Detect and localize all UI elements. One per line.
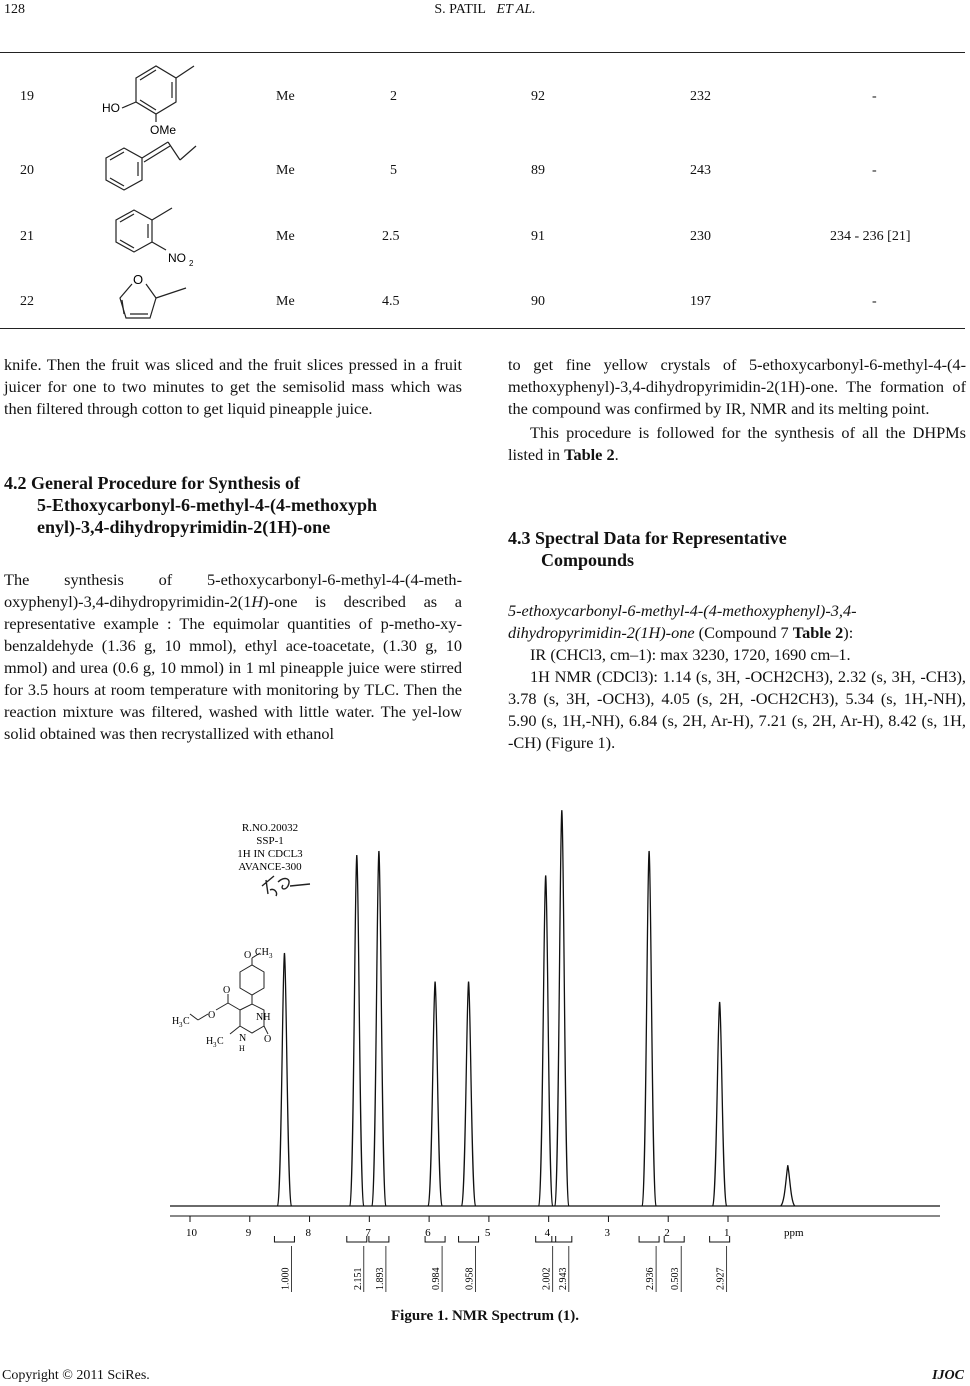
struct-label: N <box>239 1033 247 1044</box>
integral-labels <box>274 1236 729 1292</box>
integral-value: 0.503 <box>670 1267 682 1290</box>
cell-yield: 92 <box>531 89 545 104</box>
x-tick-label: 3 <box>604 1227 610 1239</box>
structure-21-icon <box>98 202 208 270</box>
info-line: AVANCE-300 <box>238 861 302 873</box>
left-para-2 <box>4 569 462 745</box>
struct-label: O <box>264 1034 272 1045</box>
running-header-etal: ET AL. <box>496 2 536 17</box>
struct-label: H <box>206 1036 214 1047</box>
struct-label: 3 <box>213 1041 217 1049</box>
structure-label: 2 <box>189 259 194 268</box>
ir-data: IR (CHCl3, cm–1): max 3230, 1720, 1690 cm–1. <box>530 645 851 664</box>
spectrum-peak <box>428 982 442 1206</box>
cell-time: 2 <box>390 89 397 104</box>
cell-mp-found: 230 <box>690 229 711 244</box>
struct-label: C <box>217 1036 224 1047</box>
cell-mp-found: 243 <box>690 163 711 178</box>
struct-label: H <box>172 1016 180 1027</box>
integral-value: 2.002 <box>541 1267 553 1290</box>
structure-label: HO <box>102 101 120 115</box>
x-tick-label: 4 <box>544 1227 551 1239</box>
running-header <box>0 2 970 18</box>
struct-label: CH <box>255 947 269 958</box>
left-para-2-h: H <box>251 592 264 611</box>
struct-label: O <box>223 985 231 996</box>
x-tick-label: 10 <box>186 1227 197 1239</box>
structure-label: O <box>133 272 144 287</box>
nmr-spectrum-figure <box>150 790 970 1305</box>
right-para-3 <box>508 600 966 754</box>
integral-value: 0.958 <box>464 1267 476 1290</box>
page-number: 128 <box>4 2 25 17</box>
cell-mp-reported: 234 - 236 [21] <box>830 229 911 244</box>
integral-bracket <box>369 1236 389 1242</box>
heading-line: 4.3 Spectral Data for Representative <box>508 528 787 548</box>
spectrum-peak <box>350 855 364 1206</box>
struct-label: O <box>208 1010 216 1021</box>
spectrum-peaks <box>277 810 794 1206</box>
section-heading-4-3 <box>508 527 968 571</box>
cell-entry: 22 <box>20 294 34 309</box>
x-tick-label: 5 <box>484 1227 491 1239</box>
struct-label: O <box>244 950 252 961</box>
signature-icon <box>262 876 310 896</box>
integral-value: 2.151 <box>352 1267 364 1290</box>
right-para-1-text: to get fine yellow crystals of 5-ethoxycarbonyl-6-methyl-4-(4-methoxyphenyl)-3,4-dihydropyrimidin-2(1H)-one. The formation of the compound was confirmed by IR, NMR and its melting point. <box>508 355 966 418</box>
spectrum-peak <box>781 1165 795 1206</box>
cell-mp-found: 197 <box>690 294 711 309</box>
x-axis-unit: ppm <box>784 1227 804 1239</box>
integral-bracket <box>639 1236 659 1242</box>
cell-time: 2.5 <box>382 229 400 244</box>
cell-yield: 89 <box>531 163 545 178</box>
x-tick-label: 1 <box>724 1227 730 1239</box>
x-tick-label: 6 <box>425 1227 431 1239</box>
right-para-2-end: . <box>614 445 619 464</box>
structure-22-icon <box>98 268 208 324</box>
spectrum-peak <box>555 810 569 1206</box>
structure-label: OMe <box>150 123 177 137</box>
cell-r: Me <box>276 294 295 309</box>
heading-line: Compounds <box>541 550 635 570</box>
integral-bracket <box>274 1236 294 1242</box>
spectrum-peak <box>372 851 386 1206</box>
x-tick-label: 9 <box>245 1227 252 1239</box>
left-para-1-text: knife. Then the fruit was sliced and the fruit slices pressed in a fruit juicer for one to two minutes to get the semisolid mass which was then filtered through cotton to get liquid pineapple juice. <box>4 355 462 418</box>
integral-value: 2.943 <box>557 1267 569 1290</box>
cell-entry: 20 <box>20 163 34 178</box>
left-para-1 <box>4 354 462 420</box>
spectrum-info <box>237 822 310 896</box>
spectrum-peak <box>642 851 656 1206</box>
left-para-2-a: The synthesis of 5-ethoxycarbonyl-6-methyl-4-(4-meth-oxyphenyl)-3,4-dihydropyrimidin-2(1 <box>4 570 462 611</box>
cell-mp-reported: - <box>872 163 877 178</box>
integral-bracket <box>552 1236 572 1242</box>
x-tick-label: 8 <box>305 1227 312 1239</box>
integral-value: 2.936 <box>645 1267 657 1290</box>
struct-label: 3 <box>269 952 273 960</box>
integral-value: 1.000 <box>280 1267 292 1290</box>
integral-value: 1.893 <box>374 1267 386 1290</box>
compound-ref-pre: (Compound 7 <box>694 623 793 642</box>
cell-r: Me <box>276 229 295 244</box>
cell-yield: 91 <box>531 229 545 244</box>
integral-bracket <box>459 1236 479 1242</box>
footer-copyright: Copyright © 2011 SciRes. <box>2 1368 150 1383</box>
cell-mp-found: 232 <box>690 89 711 104</box>
cell-time: 4.5 <box>382 294 400 309</box>
spectrum-peak <box>277 953 291 1206</box>
info-line: 1H IN CDCL3 <box>237 848 303 860</box>
spectrum-peak <box>539 876 553 1206</box>
compound-labels <box>172 947 273 1053</box>
integral-bracket <box>347 1236 367 1242</box>
heading-line: enyl)-3,4-dihydropyrimidin-2(1H)-one <box>37 517 331 537</box>
integral-value: 0.984 <box>431 1267 443 1290</box>
right-para-1 <box>508 354 966 466</box>
compound-ref-bold: Table 2 <box>792 623 844 642</box>
table-bottom-rule <box>0 328 965 329</box>
cell-time: 5 <box>390 163 397 178</box>
struct-label: NH <box>256 1012 271 1023</box>
header-rule <box>0 52 965 53</box>
info-line: R.NO.20032 <box>241 822 299 834</box>
spectrum-peak <box>462 982 476 1206</box>
info-line: SSP-1 <box>256 835 284 847</box>
section-heading-4-2 <box>4 472 474 538</box>
table-ref: Table 2 <box>564 445 615 464</box>
left-para-2-b: )-one is described as a representative example : The equimolar quantities of p-metho-xy- benzaldehyde (1.36 g, 10 mmol), ethyl ace-toacetate, (1.30 g, 10 mmol) and urea (0.6 g, 10 mmol) in 1 ml pineapple juice were stirred for 3.5 hours at room temperature with monitoring by TLC. Then the reaction mixture was filtered, washed with little water. The yel-low solid obtained was then recrystallized with ethanol <box>4 592 462 743</box>
cell-r: Me <box>276 163 295 178</box>
footer-journal: IJOC <box>932 1368 964 1383</box>
nmr-data: 1H NMR (CDCl3): 1.14 (s, 3H, -OCH2CH3), 2.32 (s, 3H, -CH3), 3.78 (s, 3H, -OCH3), 4.05 (s, 2H, -OCH2CH3), 5.34 (s, 1H,-NH), 5.90 (s, 1H,-NH), 6.84 (s, 2H, Ar-H), 7.21 (s, 2H, Ar-H), 8.42 (s, 1H, -CH) (Figure 1). <box>508 667 966 752</box>
cell-entry: 21 <box>20 229 34 244</box>
heading-line: 4.2 General Procedure for Synthesis of <box>4 473 300 493</box>
struct-label: H <box>239 1044 245 1053</box>
structure-label: NO <box>168 251 186 265</box>
figure-caption: Figure 1. NMR Spectrum (1). <box>390 1308 580 1324</box>
x-axis-ticks <box>186 1216 730 1239</box>
structure-20-icon <box>98 140 208 202</box>
structure-19-icon <box>98 58 208 140</box>
right-para-2-a: This procedure is followed for the synthesis of all the DHPMs listed in <box>508 423 966 464</box>
compound-name: 5-ethoxycarbonyl-6-methyl-4-(4-methoxyphenyl)-3,4-dihydropyrimidin-2(1H)-one <box>508 601 857 642</box>
heading-line: 5-Ethoxycarbonyl-6-methyl-4-(4-methoxyph <box>37 495 377 515</box>
running-header-author: S. PATIL <box>434 2 486 17</box>
cell-mp-reported: - <box>872 294 877 309</box>
x-tick-label: 7 <box>365 1227 371 1239</box>
integral-value: 2.927 <box>715 1267 727 1290</box>
spectrum-peak <box>713 1002 727 1206</box>
cell-mp-reported: - <box>872 89 877 104</box>
x-tick-label: 2 <box>664 1227 670 1239</box>
cell-entry: 19 <box>20 89 34 104</box>
cell-r: Me <box>276 89 295 104</box>
struct-label: C <box>183 1016 190 1027</box>
compound-ref-post: ): <box>843 623 854 642</box>
struct-label: 3 <box>179 1021 183 1029</box>
cell-yield: 90 <box>531 294 545 309</box>
